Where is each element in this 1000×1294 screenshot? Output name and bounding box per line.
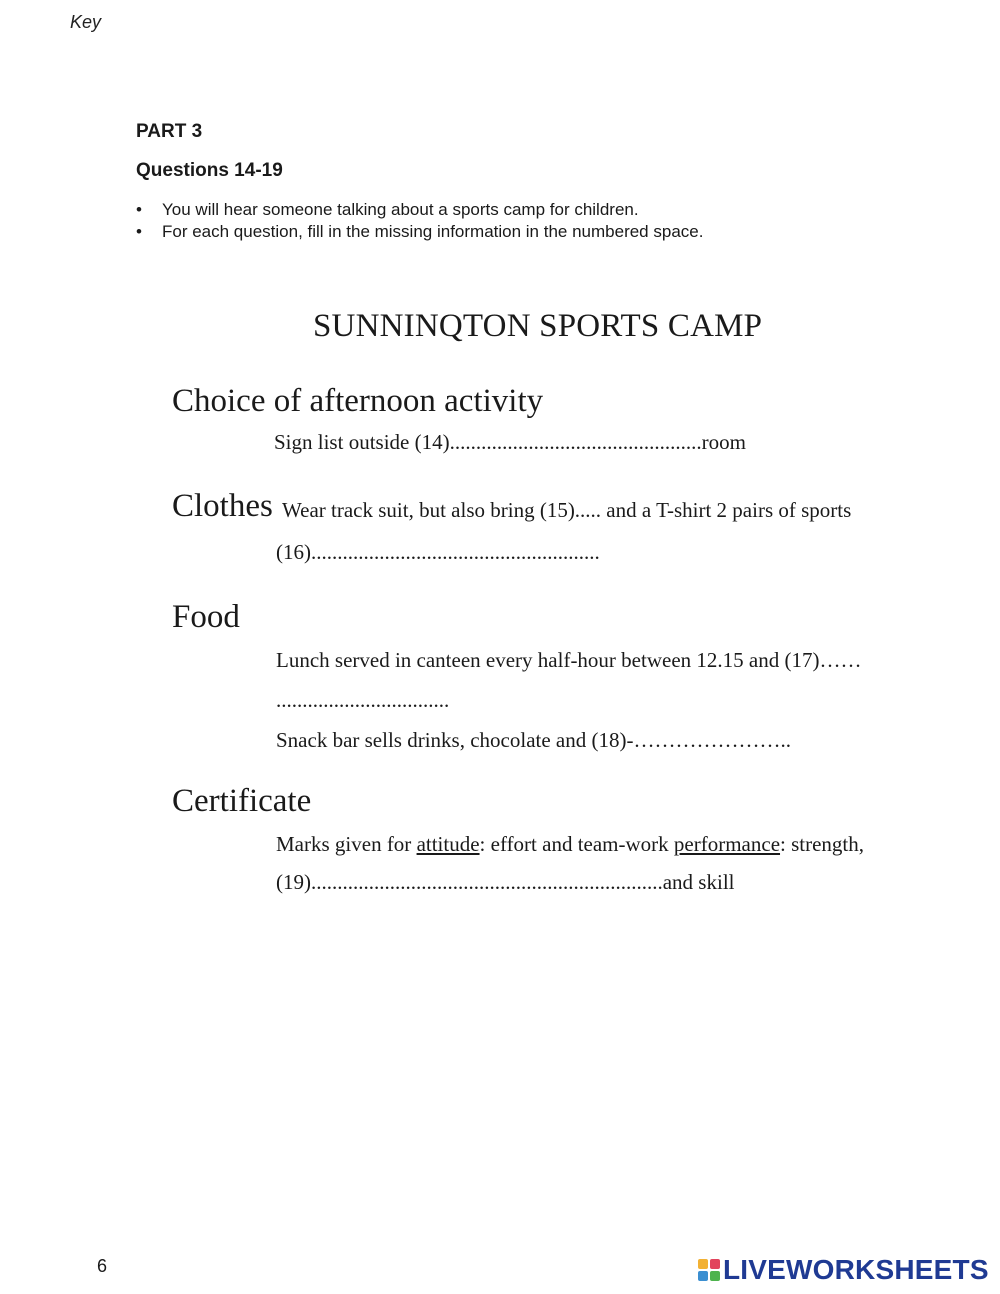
heading-clothes: Clothes (172, 488, 273, 524)
instruction-item: • For each question, fill in the missing information in the numbered space. (136, 221, 703, 243)
question-17-line: Lunch served in canteen every half-hour between 12.15 and (17)…… (276, 648, 862, 672)
text-segment: Marks given for (276, 832, 417, 856)
instruction-item: • You will hear someone talking about a sports camp for children. (136, 199, 703, 221)
key-label: Key (70, 12, 102, 32)
part-title: PART 3 (136, 121, 203, 142)
instructions (136, 199, 703, 243)
underlined-attitude: attitude (416, 832, 480, 856)
question-14-line: Sign list outside (14)................................................room (274, 430, 746, 454)
question-17-continuation: ................................. (276, 688, 450, 712)
liveworksheets-logo (698, 1254, 989, 1286)
text-segment: : strength, (780, 832, 865, 856)
question-16-line: (16)....................................................... (276, 540, 600, 564)
logo-blocks-icon (698, 1259, 720, 1281)
certificate-marks-line (276, 832, 864, 857)
heading-certificate: Certificate (172, 783, 312, 819)
underlined-performance: performance (673, 832, 781, 856)
question-19-line: (19)...................................................................and skill (276, 870, 735, 894)
heading-choice: Choice of afternoon activity (172, 383, 544, 419)
heading-food: Food (172, 599, 240, 635)
questions-range: Questions 14-19 (136, 160, 283, 181)
logo-text: LIVEWORKSHEETS (723, 1254, 989, 1285)
question-15-line: Wear track suit, but also bring (15)..... and a T-shirt 2 pairs of sports (282, 498, 852, 522)
page-number: 6 (97, 1256, 108, 1276)
question-18-line: Snack bar sells drinks, chocolate and (18)-………………….. (276, 728, 791, 752)
text-segment: : effort and team-work (479, 832, 674, 856)
camp-title: SUNNINQTON SPORTS CAMP (313, 308, 763, 344)
